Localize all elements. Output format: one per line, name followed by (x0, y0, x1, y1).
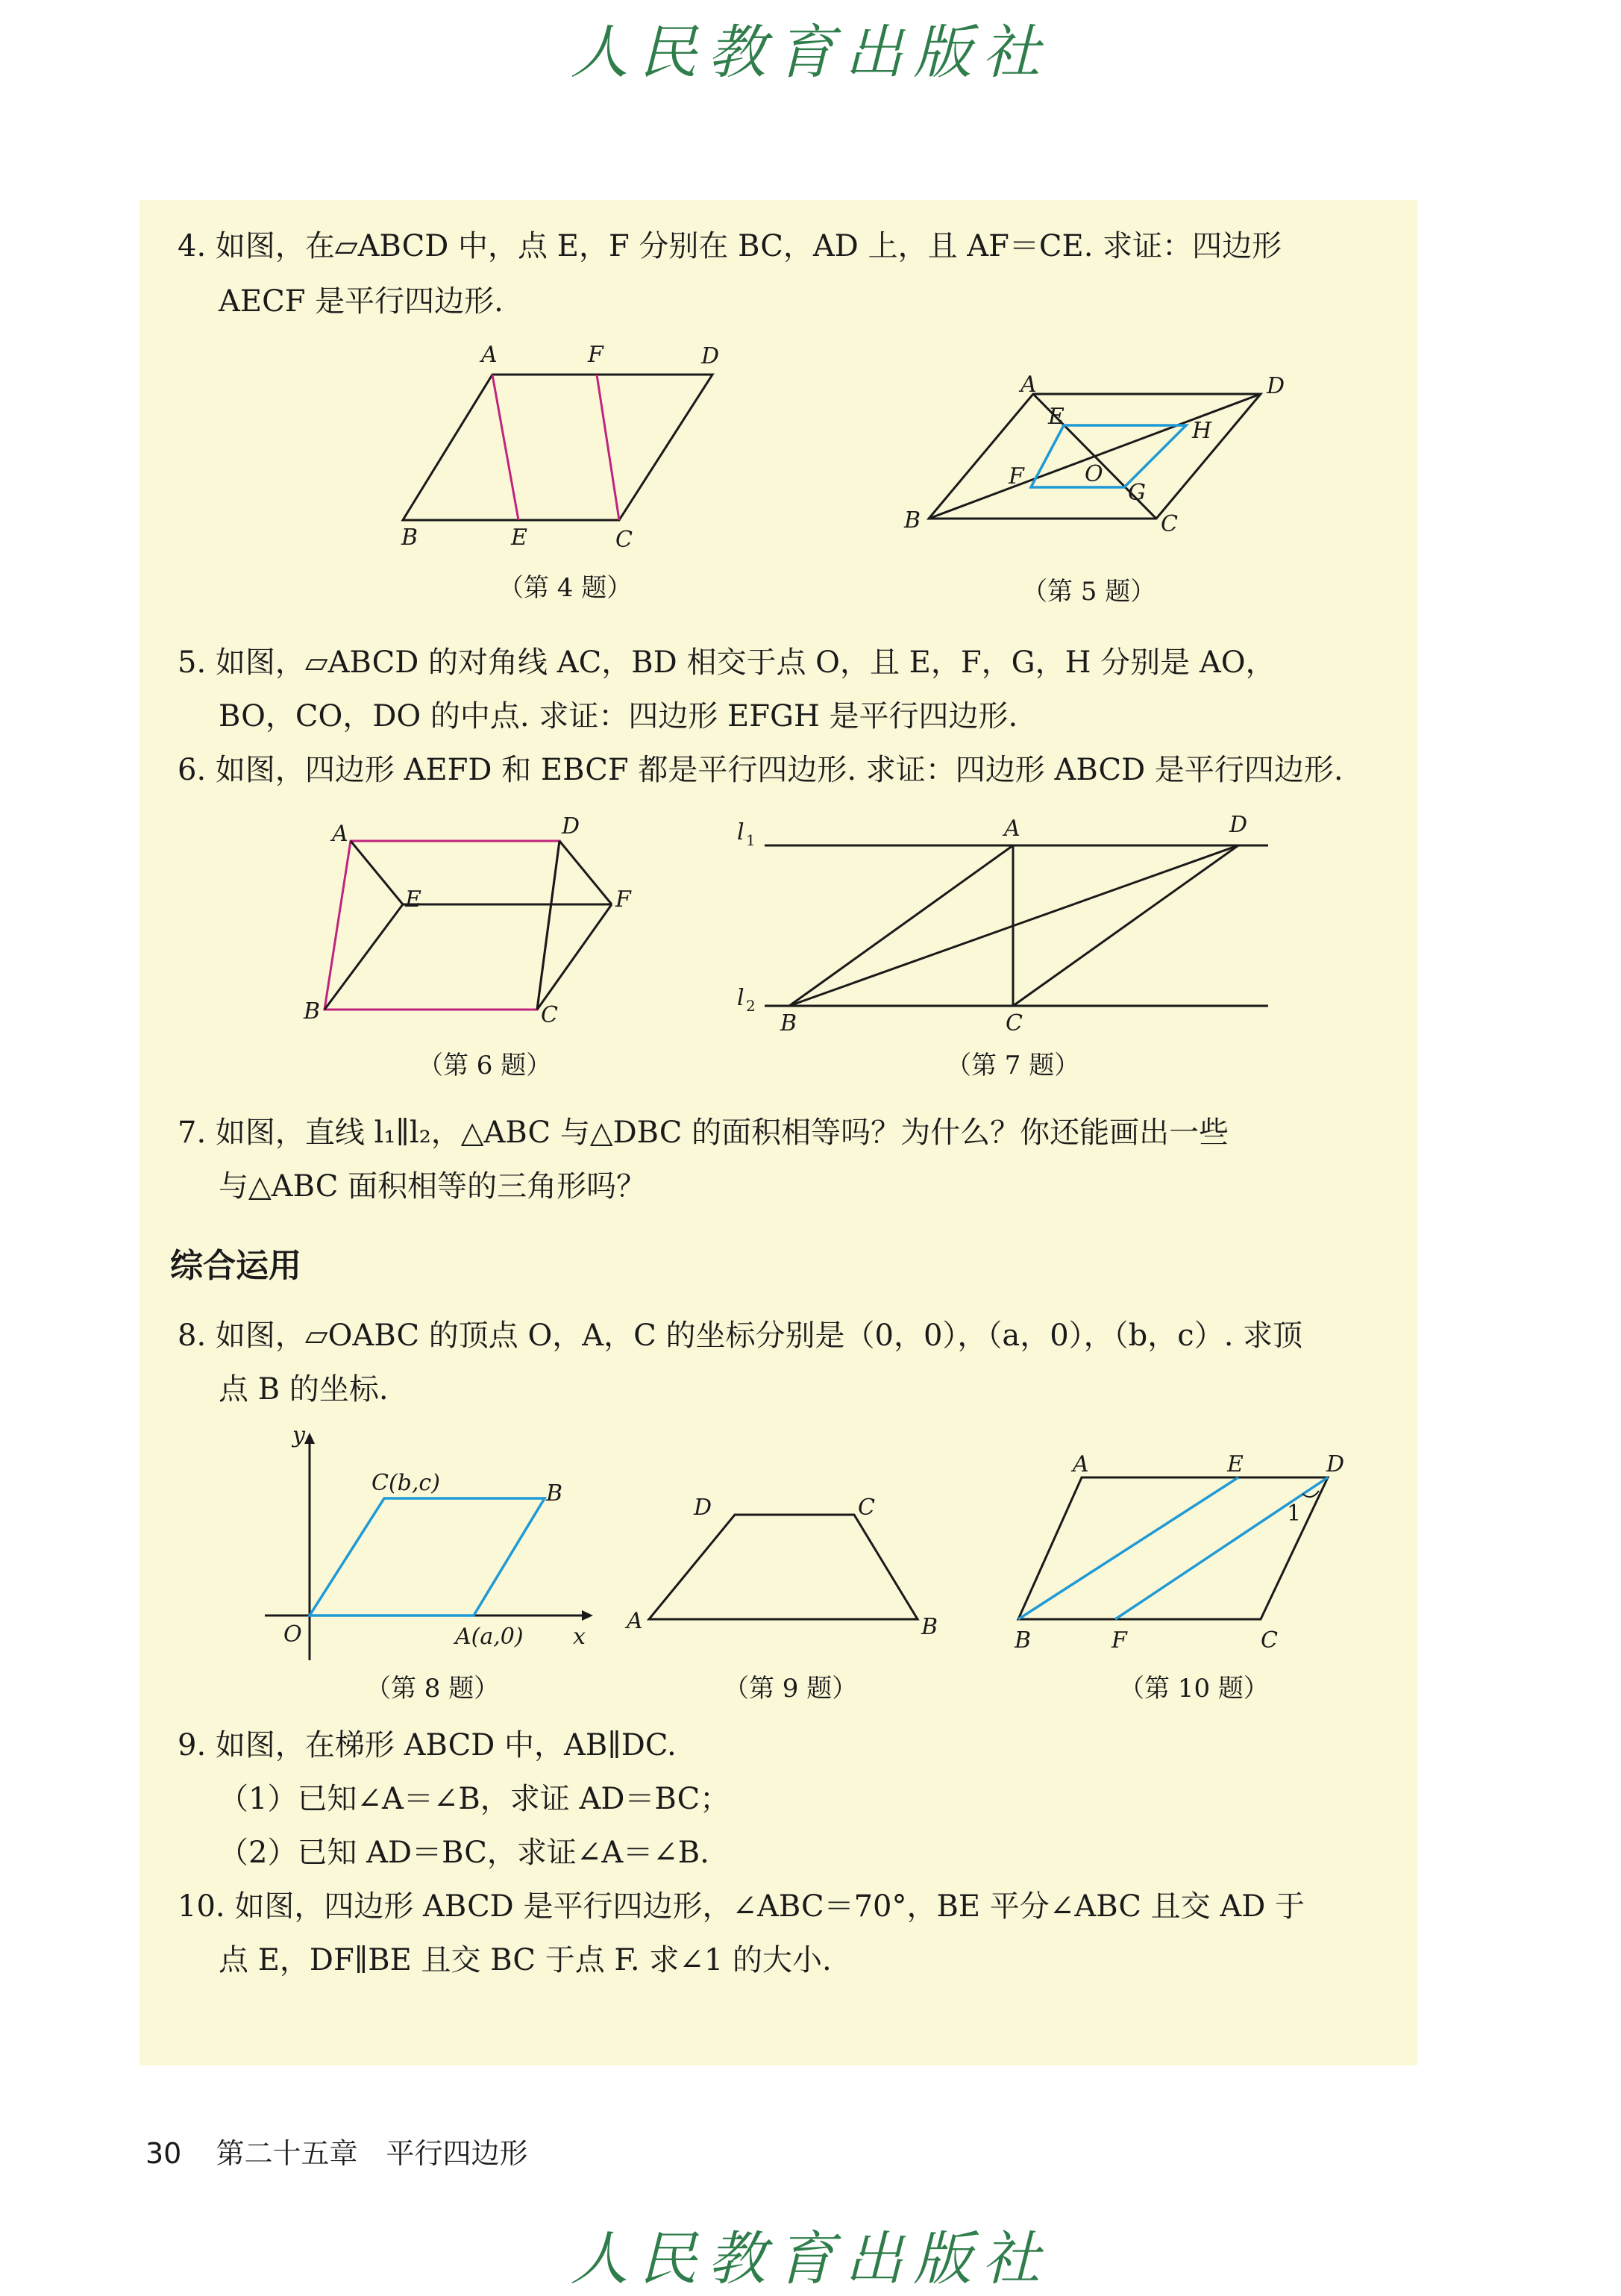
caption-fig7: （第 7 题） (946, 1051, 1080, 1080)
fig9-label-C: C (858, 1495, 875, 1521)
fig5-label-H: H (1192, 418, 1212, 444)
fig7-label-l1: l (737, 819, 744, 845)
figure-10 (1007, 1448, 1350, 1657)
fig7-label-D: D (1229, 812, 1248, 838)
problem-7-line-2: 与△ABC 面积相等的三角形吗？ (219, 1169, 647, 1204)
fig9-trapezoid (649, 1515, 918, 1619)
fig4-label-B: B (401, 525, 418, 551)
fig9-label-B: B (921, 1614, 938, 1640)
fig8-label-B: B (546, 1480, 563, 1507)
section-title-comprehensive: 综合运用 (170, 1247, 301, 1285)
fig4-parallelogram (403, 375, 712, 520)
caption-fig8: （第 8 题） (366, 1674, 500, 1704)
problem-5-line-2: BO，CO，DO 的中点. 求证：四边形 EFGH 是平行四边形. (219, 699, 1018, 733)
fig5-label-D: D (1267, 373, 1285, 399)
fig4-label-A: A (481, 342, 498, 368)
fig4-segment-FC (597, 375, 619, 520)
fig9-label-D: D (694, 1495, 712, 1521)
fig6-label-B: B (304, 998, 321, 1025)
caption-fig4: （第 4 题） (498, 573, 633, 603)
fig7-label-C: C (1006, 1010, 1023, 1036)
fig10-segment-BE (1018, 1477, 1238, 1619)
fig4-label-F: F (588, 342, 603, 368)
fig4-label-E: E (511, 525, 527, 551)
publisher-banner-bottom: 人民教育出版社 (570, 2226, 1051, 2293)
page-number: 30 (145, 2137, 182, 2170)
fig10-label-B: B (1015, 1627, 1032, 1654)
figure-9 (615, 1492, 959, 1642)
fig5-quadrilateral-EFGH (1031, 425, 1186, 487)
figure-8 (261, 1421, 604, 1660)
figure-4 (388, 340, 731, 563)
fig6-label-F: F (615, 886, 631, 913)
fig10-label-D: D (1326, 1451, 1345, 1477)
figure-5 (895, 369, 1313, 541)
fig7-label-l1-sub: 1 (746, 831, 756, 849)
fig4-label-D: D (701, 343, 720, 369)
fig8-x-arrow (582, 1610, 593, 1621)
fig7-segment-AB (789, 845, 1013, 1006)
fig6-label-C: C (541, 1002, 558, 1028)
caption-fig5: （第 5 题） (1022, 577, 1156, 607)
problem-8-line-2: 点 B 的坐标. (219, 1372, 389, 1407)
fig8-label-O: O (283, 1621, 302, 1648)
problem-4-line-2: AECF 是平行四边形. (219, 284, 504, 319)
problem-5-line-1: 5. 如图，▱ABCD 的对角线 AC，BD 相交于点 O，且 E，F，G，H 分别是 AO， (178, 645, 1276, 680)
caption-fig10: （第 10 题） (1119, 1674, 1269, 1704)
fig7-label-l2: l (737, 985, 744, 1011)
fig6-label-E: E (405, 886, 421, 913)
fig5-label-F: F (1009, 463, 1024, 489)
fig5-label-E: E (1048, 404, 1065, 430)
fig6-segment-DF (559, 841, 612, 904)
fig7-label-B: B (780, 1010, 797, 1036)
fig5-label-B: B (904, 507, 921, 534)
fig6-label-D: D (562, 813, 580, 839)
problem-10-line-1: 10. 如图，四边形 ABCD 是平行四边形，∠ABC＝70°，BE 平分∠ABC 且交 AD 于 (178, 1889, 1305, 1924)
fig8-label-x: x (573, 1624, 586, 1650)
figure-6 (295, 810, 645, 1026)
fig10-label-angle-1: 1 (1287, 1501, 1302, 1527)
fig10-parallelogram (1018, 1477, 1328, 1619)
figure-7 (731, 810, 1283, 1036)
problem-4-line-1: 4. 如图，在▱ABCD 中，点 E，F 分别在 BC，AD 上，且 AF＝CE. 求证：四边形 (178, 229, 1282, 263)
fig5-label-C: C (1161, 511, 1178, 537)
fig8-parallelogram-OABC (310, 1498, 545, 1615)
fig6-segment-EB (324, 904, 403, 1010)
publisher-banner-top: 人民教育出版社 (570, 19, 1051, 87)
chapter-title: 第二十五章 平行四边形 (216, 2137, 528, 2170)
fig9-label-A: A (627, 1608, 643, 1634)
fig8-label-A: A(a,0) (455, 1624, 524, 1650)
fig6-label-A: A (332, 821, 348, 847)
page-footer (145, 2130, 527, 2171)
fig10-label-F: F (1112, 1627, 1127, 1654)
problem-10-line-2: 点 E，DF∥BE 且交 BC 于点 F. 求∠1 的大小. (219, 1943, 832, 1977)
fig5-label-G: G (1128, 480, 1146, 506)
fig7-label-l2-sub: 2 (746, 997, 756, 1015)
fig7-label-A: A (1004, 816, 1020, 842)
fig4-segment-AE (492, 375, 518, 520)
caption-fig6: （第 6 题） (418, 1051, 552, 1080)
fig10-segment-FD (1115, 1477, 1328, 1619)
problem-9-line-2: （1）已知∠A＝∠B，求证 AD＝BC； (219, 1782, 730, 1816)
fig10-label-A: A (1073, 1451, 1089, 1477)
fig5-label-O: O (1085, 461, 1103, 487)
fig10-label-C: C (1261, 1627, 1278, 1654)
fig8-label-y: y (292, 1422, 305, 1448)
problem-6-line-1: 6. 如图，四边形 AEFD 和 EBCF 都是平行四边形. 求证：四边形 ABCD 是平行四边形. (178, 753, 1343, 787)
fig10-label-E: E (1227, 1451, 1244, 1477)
fig5-label-A: A (1020, 372, 1037, 398)
fig8-label-C: C(b,c) (371, 1470, 440, 1496)
fig7-segment-DC (1013, 845, 1238, 1006)
problem-8-line-1: 8. 如图，▱OABC 的顶点 O，A，C 的坐标分别是（0，0），（a，0），（b，c）. 求顶 (178, 1319, 1303, 1353)
fig6-magenta-ABCD (324, 841, 559, 1010)
caption-fig9: （第 9 题） (724, 1674, 858, 1704)
fig8-y-arrow (304, 1433, 315, 1444)
fig6-segment-AE (351, 841, 403, 904)
problem-9-line-3: （2）已知 AD＝BC，求证∠A＝∠B. (219, 1836, 709, 1870)
fig5-diagonal-BD (929, 394, 1261, 519)
problem-9-line-1: 9. 如图，在梯形 ABCD 中，AB∥DC. (178, 1728, 677, 1762)
problem-7-line-1: 7. 如图，直线 l₁∥l₂，△ABC 与△DBC 的面积相等吗？为什么？你还能画出一些 (178, 1116, 1229, 1150)
fig4-label-C: C (615, 527, 633, 553)
